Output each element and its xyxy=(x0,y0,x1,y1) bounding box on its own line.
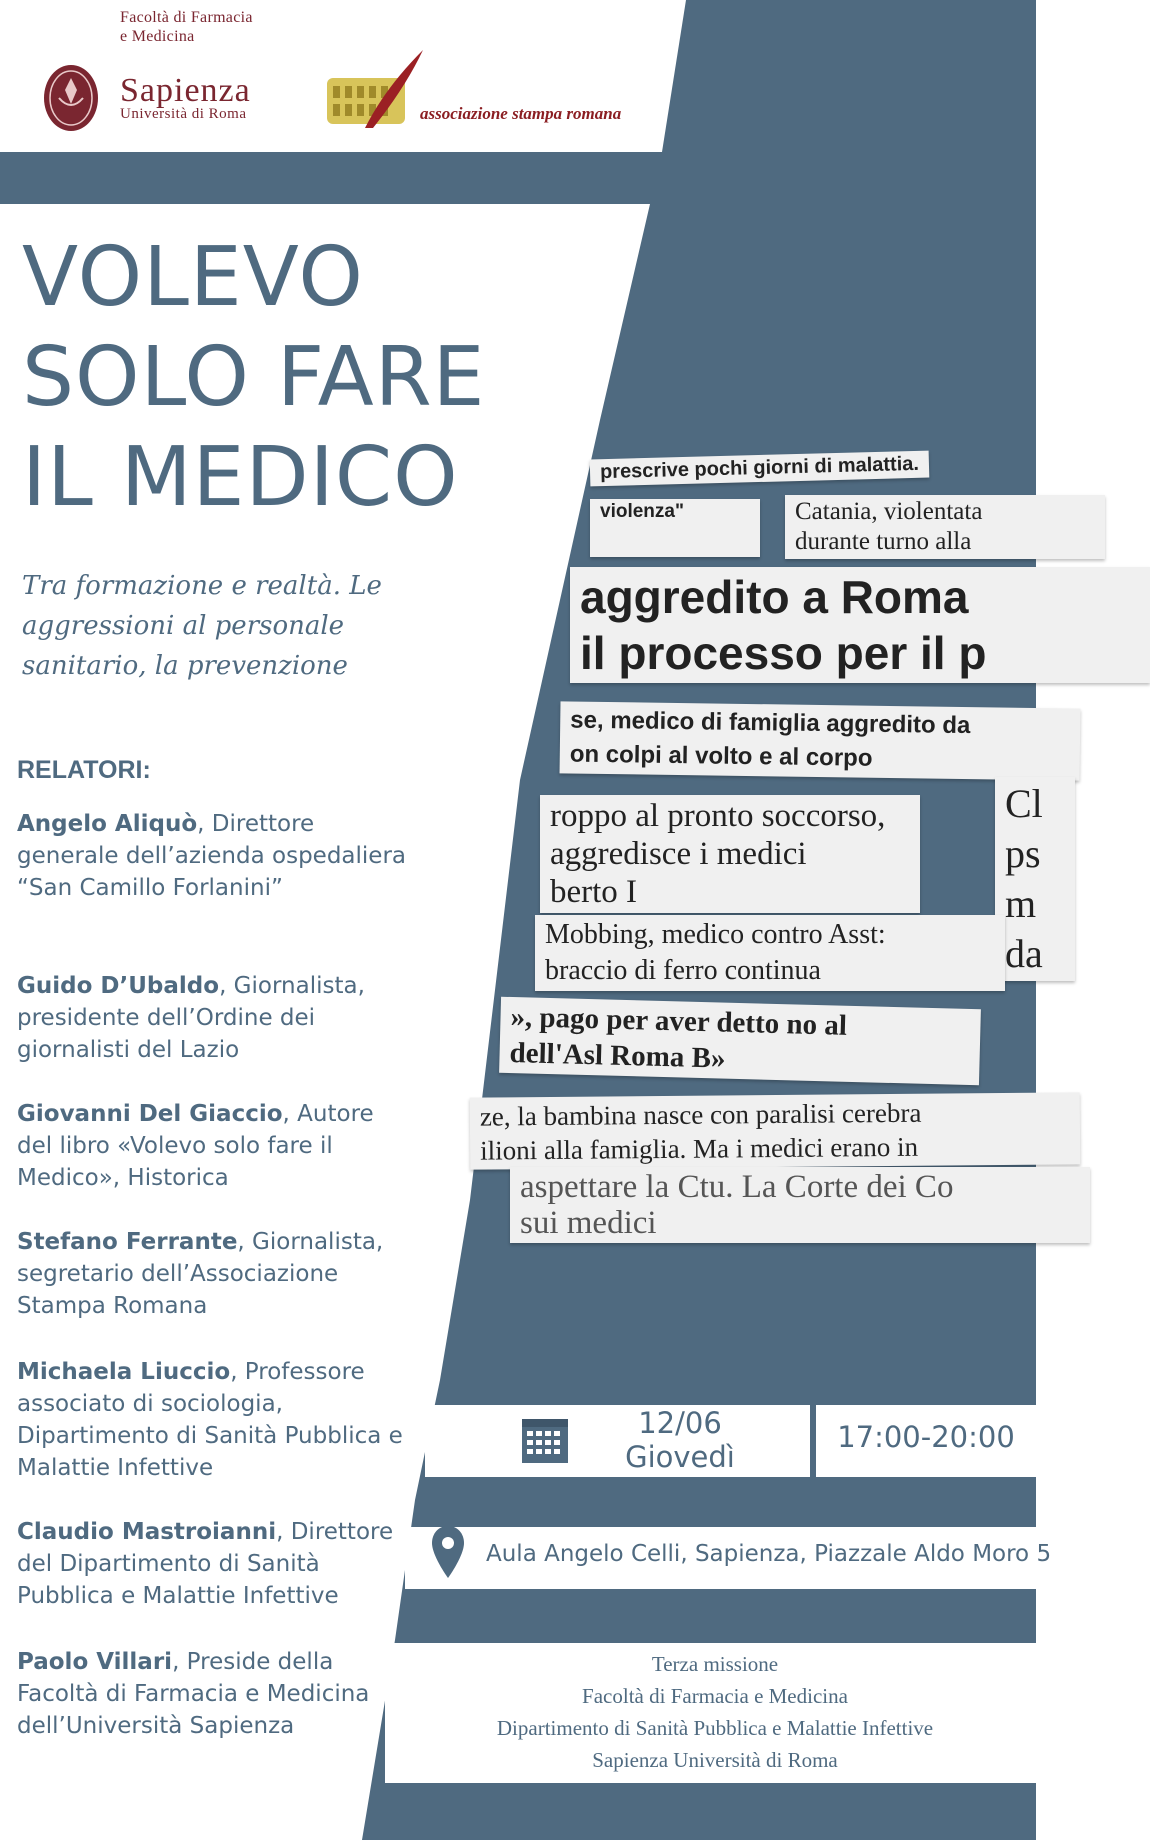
footer-line: Dipartimento di Sanità Pubblica e Malattie Infettive xyxy=(496,1716,934,1740)
clipping: », pago per aver detto no al dell'Asl Roma B» xyxy=(499,997,981,1086)
title-line: IL MEDICO xyxy=(22,430,459,525)
clipping: roppo al pronto soccorso, aggredisce i medici berto I xyxy=(540,795,920,913)
speaker-item xyxy=(17,1516,412,1612)
location-pin-icon xyxy=(430,1524,466,1580)
newspaper-collage xyxy=(470,452,1050,1245)
speaker-item xyxy=(17,1226,412,1322)
event-location: Aula Angelo Celli, Sapienza, Piazzale Aldo Moro 5 xyxy=(486,1541,1052,1567)
speaker-role: , Direttore generale dell’azienda ospedaliera “San Camillo Forlanini” xyxy=(17,811,406,901)
speaker-name: Giovanni Del Giaccio xyxy=(17,1101,283,1127)
clipping: ze, la bambina nasce con paralisi cerebra ilioni alla famiglia. Ma i medici erano in xyxy=(470,1092,1081,1169)
footer-line: Facoltà di Farmacia e Medicina xyxy=(582,1684,848,1708)
calendar-icon xyxy=(520,1415,570,1465)
title-line: SOLO FARE xyxy=(22,330,486,425)
speaker-item xyxy=(17,808,412,904)
speaker-name: Claudio Mastroianni xyxy=(17,1519,277,1545)
speaker-item xyxy=(17,1646,412,1742)
sapienza-name: Sapienza xyxy=(120,72,251,109)
speaker-name: Michaela Liuccio xyxy=(17,1359,231,1385)
speaker-role: , Professore associato di sociologia, Dipartimento di Sanità Pubblica e Malattie Infettive xyxy=(17,1359,403,1481)
page-title xyxy=(22,228,485,528)
clipping: prescrive pochi giorni di malattia. xyxy=(590,451,930,487)
subtitle: Tra formazione e realtà. Le aggressioni al personale sanitario, la prevenzione xyxy=(22,571,382,681)
clipping: se, medico di famiglia aggredito da on colpi al volto e al corpo xyxy=(560,701,1081,780)
event-weekday: Giovedì xyxy=(625,1440,735,1474)
colosseum-quill-icon xyxy=(325,48,425,130)
speaker-item xyxy=(17,970,412,1066)
clipping: aggredito a Roma il processo per il p xyxy=(570,567,1150,683)
title-line: VOLEVO xyxy=(22,230,364,325)
speaker-name: Stefano Ferrante xyxy=(17,1229,238,1255)
speaker-item xyxy=(17,1098,412,1194)
clipping: Cl ps m da xyxy=(995,777,1075,981)
asr-name: associazione stampa romana xyxy=(420,104,622,123)
speaker-role: , Giornalista, segretario dell’Associazione Stampa Romana xyxy=(17,1229,384,1319)
speaker-role: , Giornalista, presidente dell’Ordine dei giornalisti del Lazio xyxy=(17,973,365,1063)
speaker-name: Angelo Aliquò xyxy=(17,811,198,837)
sapienza-subtitle: Università di Roma xyxy=(120,106,247,122)
clipping: Mobbing, medico contro Asst: braccio di ferro continua xyxy=(535,915,1005,991)
footer-line: Sapienza Università di Roma xyxy=(592,1748,838,1772)
clipping: Catania, violentata durante turno alla xyxy=(785,495,1105,559)
speaker-role: , Autore del libro «Volevo solo fare il Medico», Historica xyxy=(17,1101,374,1191)
event-date xyxy=(610,1406,750,1474)
event-time: 17:00-20:00 xyxy=(837,1420,1015,1454)
speakers-heading: RELATORI: xyxy=(17,756,151,784)
clipping: violenza" xyxy=(590,499,760,557)
faculty-label: Facoltà di Farmacia e Medicina xyxy=(120,9,253,45)
clipping: aspettare la Ctu. La Corte dei Co sui medici xyxy=(510,1167,1090,1243)
footer xyxy=(470,1648,960,1776)
speaker-role: , Direttore del Dipartimento di Sanità Pubblica e Malattie Infettive xyxy=(17,1519,394,1609)
speaker-role: , Preside della Facoltà di Farmacia e Medicina dell’Università Sapienza xyxy=(17,1649,370,1739)
speaker-name: Guido D’Ubaldo xyxy=(17,973,220,999)
footer-line: Terza missione xyxy=(651,1652,779,1676)
event-date-day: 12/06 xyxy=(638,1406,722,1440)
speaker-item xyxy=(17,1356,412,1484)
sapienza-seal-icon xyxy=(43,64,99,132)
speaker-name: Paolo Villari xyxy=(17,1649,173,1675)
